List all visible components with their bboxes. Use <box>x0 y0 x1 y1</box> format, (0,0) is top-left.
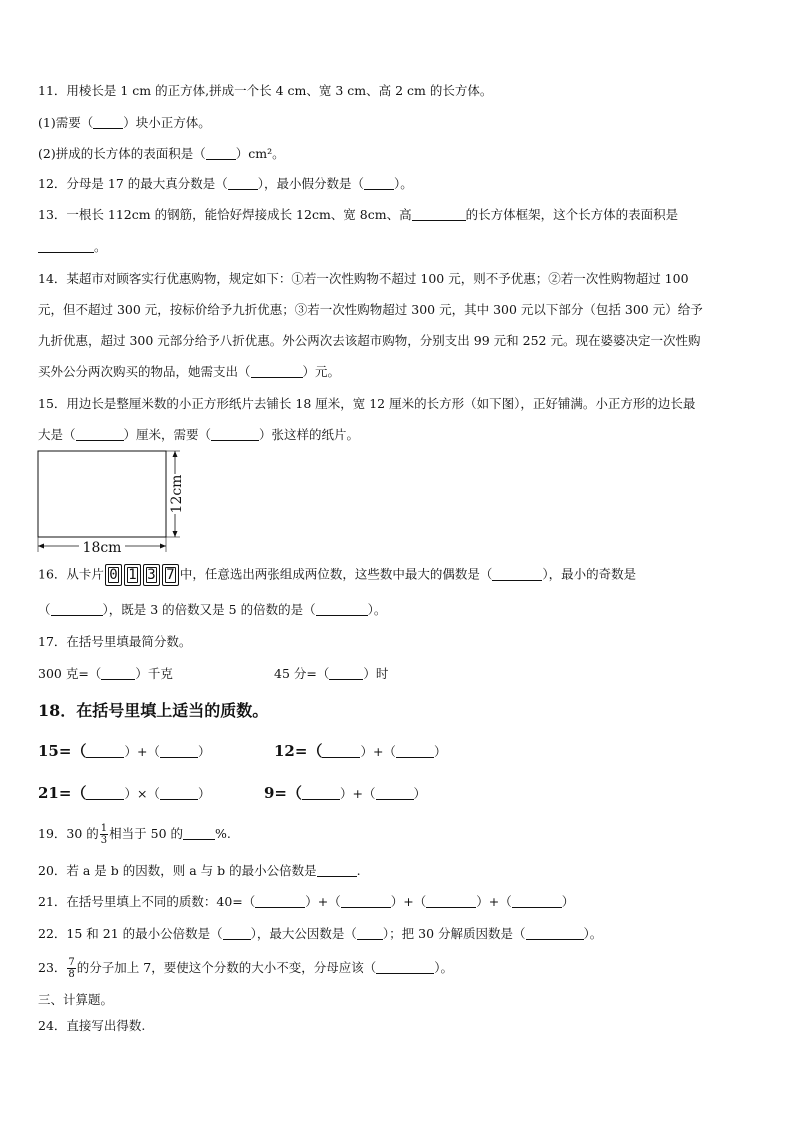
q13-pre: 13．一根长 112cm 的钢筋，能恰好焊接成长 12cm、宽 8cm、高 <box>38 207 412 222</box>
q19 <box>38 821 231 847</box>
q15-height-arrow-top <box>173 451 178 457</box>
q17-a <box>38 665 173 683</box>
q14-line4-pre: 买外公分两次购买的物品，她需支出（ <box>38 364 251 379</box>
q23-frac-num: 7 <box>68 957 75 968</box>
q22-blank-3[interactable] <box>526 927 584 940</box>
q15-width-label: 18cm <box>82 540 122 556</box>
q18-r1d: 12=（ <box>274 742 323 760</box>
q20-blank[interactable] <box>317 864 357 877</box>
q16-blank-3[interactable] <box>316 603 368 616</box>
q21-post: ） <box>561 894 575 909</box>
q19-mid: 相当于 50 的 <box>109 826 184 841</box>
q22-mid2: ）；把 30 分解质因数是（ <box>382 926 526 941</box>
q13-line2 <box>38 238 107 256</box>
q22-mid1: ），最大公因数是（ <box>250 926 357 941</box>
q18-r1a: 15=（ <box>38 742 87 760</box>
q17-b-post: ）时 <box>363 666 389 681</box>
q13-line2-post: 。 <box>94 239 107 254</box>
q18-title: 18．在括号里填上适当的质数。 <box>38 701 269 720</box>
q21-blank-3[interactable] <box>426 895 476 908</box>
q18-row1-left <box>38 742 210 761</box>
q23-end: ）。 <box>434 960 453 975</box>
q17-b <box>274 665 388 683</box>
q23-fraction <box>67 957 75 980</box>
q21 <box>38 893 574 911</box>
q11-part1 <box>38 114 211 132</box>
q12-post: ）。 <box>394 176 413 191</box>
card-1: 1 <box>124 564 141 586</box>
q14-blank[interactable] <box>251 365 303 378</box>
q11-part2-pre: (2)拼成的长方体的表面积是（ <box>38 146 206 161</box>
q18-r2-blank-2[interactable] <box>160 787 198 800</box>
q22 <box>38 925 602 943</box>
q15-height-arrow-bottom <box>173 531 178 537</box>
q16-line2-pre: （ <box>38 602 51 617</box>
q18-r2d: 9=（ <box>264 784 303 802</box>
q15-blank-2[interactable] <box>211 428 259 441</box>
q15-line2 <box>38 426 359 444</box>
q16-blank-2[interactable] <box>51 603 103 616</box>
q16-post1: ），最小的奇数是 <box>542 566 637 582</box>
q21-p2: ）+（ <box>390 894 427 909</box>
q23-pre: 23． <box>38 960 67 975</box>
card-0: 0 <box>105 564 122 586</box>
q18-r1-blank-1[interactable] <box>86 745 124 758</box>
q11-part2-post: ）cm²。 <box>235 146 285 161</box>
q18-r2e: ）+（ <box>340 786 376 801</box>
q20-post: . <box>356 863 361 878</box>
q12-mid: ），最小假分数是（ <box>257 176 365 191</box>
q15-line2-post: ）张这样的纸片。 <box>259 427 360 442</box>
q19-blank[interactable] <box>183 827 215 840</box>
q13-post: 的长方体框架，这个长方体的表面积是 <box>465 207 679 222</box>
q15-rectangle <box>38 451 166 537</box>
q22-blank-2[interactable] <box>357 927 383 940</box>
q12-blank-2[interactable] <box>364 177 394 190</box>
q19-frac-den: 3 <box>100 835 108 846</box>
q16-line1 <box>38 564 636 586</box>
q17-title: 17．在括号里填最简分数。 <box>38 634 192 649</box>
q11-part2-blank[interactable] <box>206 147 236 160</box>
q18-r1-blank-2[interactable] <box>160 745 198 758</box>
q20 <box>38 862 361 880</box>
q18-r2f: ） <box>413 786 427 801</box>
q14-line4 <box>38 363 340 381</box>
q13-blank-1[interactable] <box>412 208 466 221</box>
q23-post: 的分子加上 7，要使这个分数的大小不变，分母应该（ <box>76 960 377 975</box>
q13-blank-2[interactable] <box>38 240 94 253</box>
q17-a-post: ）千克 <box>135 666 173 681</box>
section-3-heading: 三、计算题。 <box>38 992 114 1007</box>
q15-rectangle-figure <box>34 448 194 558</box>
q21-blank-4[interactable] <box>512 895 562 908</box>
card-3: 3 <box>143 564 160 586</box>
q14-line1: 14．某超市对顾客实行优惠购物，规定如下：①若一次性购物不超过 100 元，则不予优惠；②若一次性购物超过 100 <box>38 271 689 286</box>
q12-blank-1[interactable] <box>228 177 258 190</box>
q18-r1e: ）+（ <box>360 744 396 759</box>
q18-r2-blank-3[interactable] <box>302 787 340 800</box>
q11-part1-blank[interactable] <box>93 116 123 129</box>
q18-r1-blank-4[interactable] <box>396 745 434 758</box>
q18-r2-blank-4[interactable] <box>376 787 414 800</box>
q23-frac-den: 8 <box>68 969 75 980</box>
q21-pre: 21．在括号里填上不同的质数：40=（ <box>38 894 256 909</box>
q21-blank-1[interactable] <box>255 895 305 908</box>
q15-line2-pre: 大是（ <box>38 427 76 442</box>
q19-pre: 19．30 的 <box>38 826 99 841</box>
q22-post: ）。 <box>583 926 603 941</box>
q18-row2-left <box>38 784 210 803</box>
q18-r2c: ） <box>197 786 211 801</box>
q18-r1f: ） <box>433 744 447 759</box>
q11-part2 <box>38 145 285 163</box>
q21-p1: ）+（ <box>305 894 341 909</box>
q14-line3: 九折优惠，超过 300 元部分给予八折优惠。外公两次去该超市购物，分别支出 99 元和 252 元。现在婆婆决定一次性购 <box>38 333 701 348</box>
q11-part1-pre: (1)需要（ <box>38 115 94 130</box>
q12-pre: 12．分母是 17 的最大真分数是（ <box>38 176 228 191</box>
q16-blank-1[interactable] <box>492 568 542 581</box>
q15-width-arrow-left <box>38 544 44 549</box>
q14-line2: 元，但不超过 300 元，按标价给予九折优惠；③若一次性购物超过 300 元，其中 300 元以下部分（包括 300 元）给予 <box>38 302 703 317</box>
q17-b-blank[interactable] <box>329 667 363 680</box>
q16-line2 <box>38 601 386 619</box>
q17-a-blank[interactable] <box>101 667 135 680</box>
q24: 24．直接写出得数. <box>38 1018 146 1033</box>
q16-line2-mid: ），既是 3 的倍数又是 5 的倍数的是（ <box>102 602 316 617</box>
q23-blank[interactable] <box>376 961 434 974</box>
q15-line1: 15．用边长是整厘米数的小正方形纸片去铺长 18 厘米，宽 12 厘米的长方形（如下图），正好铺满。小正方形的边长最 <box>38 396 696 411</box>
q22-pre: 22．15 和 21 的最小公倍数是（ <box>38 926 223 941</box>
q22-blank-1[interactable] <box>223 927 251 940</box>
q19-frac-num: 1 <box>100 823 108 834</box>
q16-line2-post: ）。 <box>367 602 387 617</box>
q15-blank-1[interactable] <box>76 428 124 441</box>
q13-line1 <box>38 206 678 224</box>
q18-r1b: ）+（ <box>124 744 160 759</box>
q18-row2-right <box>264 784 426 803</box>
q16-mid: 中，任意选出两张组成两位数，这些数中最大的偶数是（ <box>179 566 493 582</box>
q20-pre: 20．若 a 是 b 的因数，则 a 与 b 的最小公倍数是 <box>38 863 317 878</box>
q21-p3: ）+（ <box>476 894 512 909</box>
q15-line2-mid: ）厘米，需要（ <box>123 427 212 442</box>
q14-line4-post: ）元。 <box>302 364 341 379</box>
q18-r1-blank-3[interactable] <box>322 745 360 758</box>
q18-r1c: ） <box>197 744 211 759</box>
q12 <box>38 175 413 193</box>
q19-post: %. <box>215 826 231 841</box>
q18-r2-blank-1[interactable] <box>86 787 124 800</box>
q21-blank-2[interactable] <box>341 895 391 908</box>
q18-r2a: 21=（ <box>38 784 87 802</box>
q16-pre: 16．从卡片 <box>38 566 104 582</box>
q15-height-label: 12cm <box>169 474 185 514</box>
q17-a-pre: 300 克=（ <box>38 666 102 681</box>
q17-b-pre: 45 分=（ <box>274 666 330 681</box>
q19-fraction <box>100 823 108 846</box>
q18-r2b: ）×（ <box>124 786 160 801</box>
q23 <box>38 955 453 981</box>
q15-width-arrow-right <box>160 544 166 549</box>
q11-part1-post: ）块小正方体。 <box>123 115 211 130</box>
card-7: 7 <box>162 564 179 586</box>
q11-line1: 11．用棱长是 1 cm 的正方体,拼成一个长 4 cm、宽 3 cm、高 2 cm 的长方体。 <box>38 83 493 98</box>
q18-row1-right <box>274 742 446 761</box>
